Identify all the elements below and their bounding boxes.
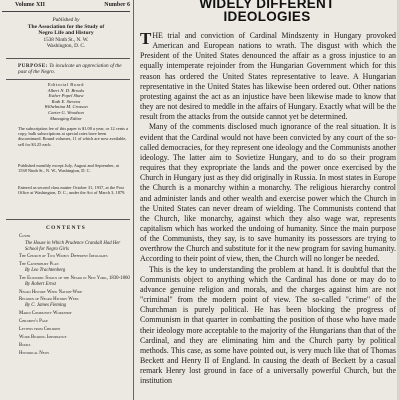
number-label: Number 6: [104, 2, 130, 8]
purpose-text: To inculcate an appreciation of the past of the Negro.: [18, 63, 122, 76]
divider-rule: [6, 79, 130, 80]
article-paragraph: THE trial and conviction of Cardinal Mindszenty in Hungary provoked American and European nations to wrath. The disgust with which the President of the United States denounced the affair as a gross injustice to an equally intemperate rejoinder from the Hungarian Government which for this reason has ordered the United States representative to leave. A Hungarian representative in the United States has likewise been ordered out. Other nations protesting against the act as an injustice have been likewise made to know that they are not desired to meddle in the affairs of Hungary. Exactly what will be the result from the attacks from the outside cannot yet be determined.: [140, 29, 396, 122]
contents-item: Historical News: [19, 350, 50, 356]
left-sidebar: [0, 0, 132, 400]
article-title-line-2: IDEOLOGIES: [223, 9, 311, 24]
column-divider: [133, 0, 134, 400]
publication-note: Published monthly except July, August and September, at 1538 Ninth St., N. W., Washington, D. C.: [18, 163, 119, 174]
board-role: Managing Editor: [50, 115, 82, 121]
divider-rule: [6, 58, 130, 59]
publisher-address-line-2: Washington, D. C.: [46, 43, 86, 49]
article-column: [138, 0, 396, 400]
contents-item: Letters from Children: [19, 326, 61, 332]
contents-item: The House in Which Prudence Crandall Had Her School for Negro Girls: [25, 240, 121, 252]
contents-item: Work Bearing Importance: [19, 334, 67, 340]
board-member: Albert N. D. Brooks: [47, 87, 85, 93]
volume-label: Volume XII: [15, 2, 45, 8]
masthead: [2, 0, 130, 12]
contents-item: The Economic Status of the Negro in New York, 1830-1860 By Robert Ernst: [19, 275, 130, 287]
board-member: Wilhelmina M. Crosson: [44, 104, 88, 110]
board-member: Esther Popel Shaw: [48, 93, 84, 99]
contents-item: Records of Negro History Week By C. James Fleming: [19, 297, 79, 309]
purpose-statement: [18, 63, 128, 75]
article-paragraph: This is the key to understanding the problem at hand. It is doubtful that the Communists object to anything which the Cardinal has done or may do to advance genuine religion and morals, and the charges against him are not "criminal" from the modern point of view. The so-called "crime" of the Churchman is purely political. He has been blocking the progress of Communism in that quarter in combatting the position of those who have made their ideology more acceptable to the majority of the Hungarians than that of the Cardinal, and they are eliminating him and the Church party by political methods. This case, as some have pointed out, is very much like that of Thomas Beckett and Henry II of England. In causing the death of Beckett by a casual remark Henry lost ground in face of a universally powerful Church, but the institution: [140, 264, 396, 386]
publisher-org-line-1: The Association for the Study of: [27, 23, 105, 30]
contents-list: [19, 234, 131, 358]
contents-item: The Church of Two Widely Different Ideologies: [19, 254, 108, 260]
publisher-address-line-1: 1538 Ninth St., N. W.: [43, 36, 89, 43]
article-title-line-1: WIDELY DIFFERENT: [199, 0, 335, 11]
drop-cap: T: [140, 29, 152, 48]
board-heading: Editorial Board: [48, 82, 84, 87]
contents-item: Negro History Week Nation-Wide: [19, 289, 83, 295]
board-member: Carter G. Woodson: [48, 109, 84, 115]
contents-item: Mardi Community Workshop: [19, 311, 72, 317]
contents-heading: CONTENTS: [45, 225, 87, 231]
contents-item: Books: [19, 342, 31, 348]
publisher-org-line-2: Negro Life and History: [38, 30, 94, 36]
article-body: [140, 31, 396, 386]
article-title: [138, 0, 396, 23]
article-paragraph: Many of the comments disclosed much ignorance of the real situation. It is evident that the Cardinal would not have been convicted by any court of the so-called democracies, for they represent one ideology and the Communists another ideology. The latter aim to Sovietize Hungary, and to do so their program requires that they expropriate the lands and the power once exercised by the Church in Hungary just as they did originally in Russia. In most states in Europe the Church is a monarchy within a monarchy. The religious hierarchy control and administer lands and other wealth and exercise power which the Church in the United States can never dream of wielding. The Communists contend that the Church, like monarchy, against which they also wage war, represents capitalism which has worked the undoing of humanity. Since the main purpose of the Communists, they say, is to save humanity its possessors are trying to overthrow the Church and substitute for it the new program for saving humanity. According to their point of view, then, the Church will no longer be needed.: [140, 122, 396, 264]
mailing-note: Entered as second class matter October 31, 1937, at the Post Office at Washington, D. C., under the Act of March 3, 1879.: [18, 185, 126, 196]
contents-item: Cover: [19, 234, 31, 239]
divider-rule: [6, 219, 130, 220]
contents-item: Children's Page: [19, 318, 48, 324]
publisher-block: [0, 17, 132, 50]
published-by-label: Published by: [52, 17, 80, 23]
subscription-note: The subscription fee of this paper is $1.00 a year, or 12 cents a copy, bulk subscriptions at special rates have been discontinued. Bound volumes, 11 of which are now available, sell for $3.25 each.: [18, 126, 128, 147]
board-member: Ruth E. Stevens: [51, 98, 81, 104]
purpose-label: PURPOSE:: [18, 63, 48, 69]
contents-item: The Canterbury Plan By Leo Trachtenberg: [19, 262, 66, 274]
editorial-board: [0, 82, 132, 121]
